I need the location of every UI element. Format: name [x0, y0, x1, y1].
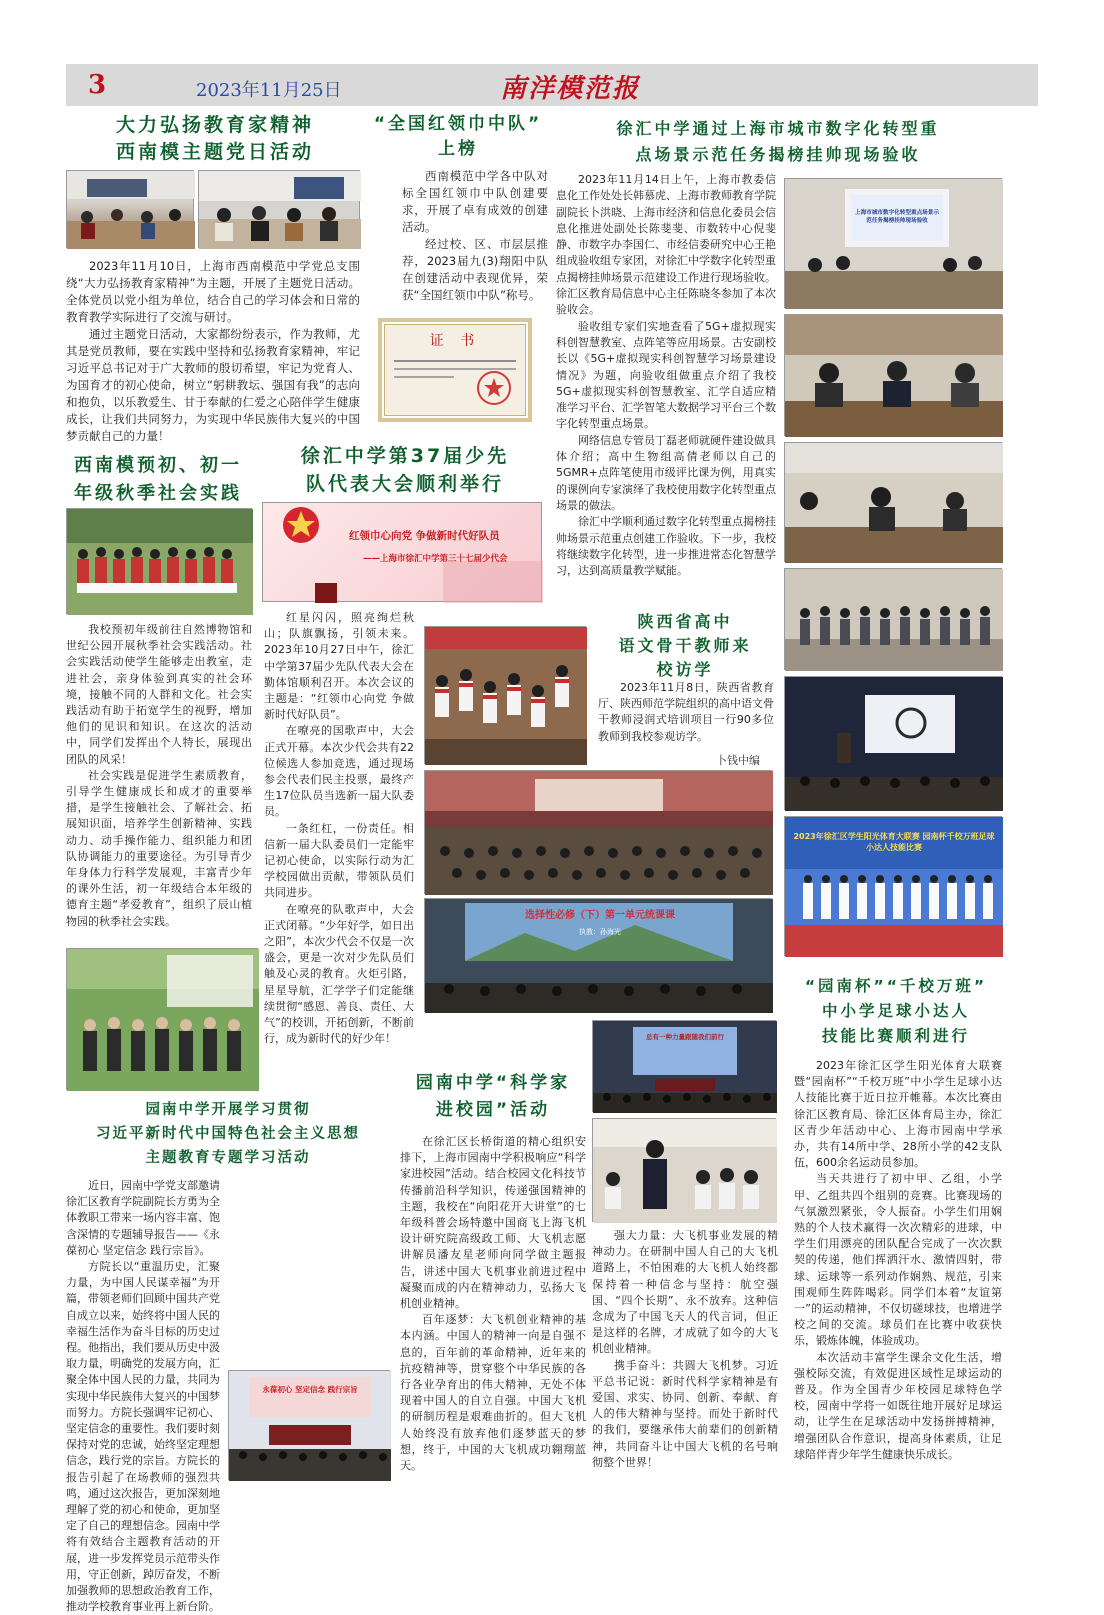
speaker-with-students-photo — [593, 1119, 777, 1223]
science-campus-photo-2 — [592, 1118, 776, 1222]
lecture-hall-stage — [785, 677, 1003, 811]
nanyang-study-body: 近日，园南中学党支部邀请徐汇区教育学院副院长方勇为全体教职工带来一场内容丰富、饱含深情的专题辅导报告——《永葆初心 坚定信念 践行宗旨》。 方院长以“重温历史，汇聚力量，为中国人民谋幸福”为开篇，带领老师们回顾中国共产党自成立以来，始终将中国人民的幸福生活作为奋斗目标的历史过程。他指出，我们要从历史中汲取力量，明确党的发展方向，汇聚全体中国人民的力量，共同为实现中华民族伟大复兴的中国梦而努力。方院长强调牢记初心、坚定信念的重要性。我们要时刻保持对党的忠诚，始终坚定理想信念，践行党的宗旨。方院长的报告引起了在场教师的强烈共鸣，通过这次报告，更加深刻地理解了党的初心和使命，更加坚定了自己的理想信念。园南中学将有效结合主题教育活动的开展，进一步发挥党员示范带头作用，守正创新，踔厉奋发，不断加强教师的思想政治教育工作，推动学校教育事业再上新台阶。 — [66, 1179, 220, 1614]
red-scarf-certificate — [378, 318, 532, 422]
meeting-slide-title: 上海市城市数字化转型重点场景示范任务揭榜挂帅现场验收 — [855, 210, 939, 224]
group-photo — [784, 568, 1002, 670]
nanyang-study-headline: 园南中学开展学习贯彻 习近平新时代中国特色社会主义思想 主题教育专题学习活动 — [96, 1102, 360, 1166]
experts-discussion-photo — [785, 443, 1003, 563]
red-scarf-headline: “全国红领巾中队” 上榜 — [373, 114, 543, 159]
young-pioneers-photo-2 — [424, 770, 772, 894]
page-number: 3 — [88, 70, 107, 100]
xuhui-digital-headline: 徐汇中学通过上海市城市数字化转型重 点场景示范任务揭榜挂帅现场验收 — [616, 119, 940, 164]
young-pioneers-banner — [262, 502, 542, 602]
experts-photo-1 — [784, 314, 1002, 436]
shaanxi-visit-credit: 卜钱中编 — [716, 754, 760, 767]
issue-date: 2023年11月25日 — [196, 80, 342, 101]
party-day-body: 2023年11月10日，上海市西南模范中学党总支围绕“大力弘扬教育家精神”为主题，开展了主题党日活动。全体党员以党小组为单位，结合自己的学习体会和日常的教育教学实际进行了交流与研讨。 通过主题党日活动，大家都纷纷表示，作为教师，尤其是党员教师，要在实践中坚持和弘扬教育家精神，牢记习近平总书记对于广大教师的殷切希望，牢记为党育人、为国育才的初心使命，树立“躬耕教坛、强国有我”的志向和抱负，以乐教爱生、甘于奉献的仁爱之心陪伴学生健康成长，让我们共同努力，为实现中华民族伟大复兴的中国梦贡献自己的力量！ — [66, 259, 360, 443]
social-practice-photo-2 — [66, 948, 258, 1090]
shaanxi-visit-body: 2023年11月8日，陕西省教育厅、陕西师范学院组织的高中语文骨干教师浸润式培训项目一行90多位教师到我校参观访学。 — [598, 681, 774, 743]
certificate-line — [394, 376, 454, 378]
social-practice-body: 我校预初年级前往自然博物馆和世纪公园开展秋季社会实践活动。社会实践活动使学生能够走出教室，走进社会，亲身体验到真实的社会环境，接触不同的人群和文化。社会实践活动有助于拓宽学生的视野，增加他们的见识和知识。在这次的活动中，同学们发挥出个人特长，展现出团队的风采！ 社会实践是促进学生素质教育，引导学生健康成长和成才的重要举措，是学生接触社会、了解社会、拓展知识面，培养学生创新精神、实践动力、动手操作能力、组织能力和团队协调能力的重要途径。为引导青少年身体力行科学发展观，丰富青少年的课外生活，初一年级结合本年级的德育主题“孝爱教育”，组织了辰山植物园的秋季社会实践。 — [66, 623, 252, 928]
shaanxi-slide-title: 选择性必修（下）第一单元统课课 — [525, 910, 675, 921]
nanyang-study-photo — [228, 1370, 390, 1480]
students-stage-photo — [425, 627, 587, 765]
young-pioneers-photo-1 — [424, 626, 586, 764]
classroom-photo-2 — [199, 171, 361, 249]
experts-photo-2 — [784, 442, 1002, 562]
red-scarf-body: 西南模范中学各中队对标全国红领巾中队创建要求，开展了卓有成效的创建活动。 经过校、区、市层层推荐，2023届九(3)翔阳中队在创建活动中表现优异，荣获“全国红领巾中队”称号。 — [402, 169, 548, 302]
science-campus-photo-1 — [592, 1020, 776, 1112]
football-banner-photo — [784, 816, 1002, 956]
party-day-headline: 大力弘扬教育家精神 西南模主题党日活动 — [115, 114, 314, 163]
experts-table-photo — [785, 315, 1003, 437]
shaanxi-slide-subtitle: 执教：孙海光 — [579, 928, 621, 936]
masthead: 南洋模范报 — [500, 74, 641, 104]
young-pioneers-banner-title: 红领巾心向党 争做新时代好队员 — [349, 530, 500, 542]
students-group-photo — [67, 509, 253, 615]
party-day-photo-1 — [66, 170, 194, 248]
science-campus-body: 在徐汇区长桥街道的精心组织安排下，上海市园南中学积极响应“科学家进校园”活动。结合校园文化科技节传播前沿科学知识，传递强国精神的主题，我校在“向阳花开大讲堂”的七年级科普会场特邀中国商飞上海飞机设计研究院高级政工师、大飞机志愿讲解员潘友星老师向同学做主题报告，讲述中国大飞机事业前进过程中凝聚而成的内在精神动力，弘扬大飞机创业精神。 百年逐梦：大飞机创业精神的基本内涵。中国人的精神一向是自强不息的，百年前的革命精神，近年来的抗疫精神等，贯穿整个中华民族的各行各业孕育出的伟大精神，无处不体现着中国人的自立自强。中国大飞机的研制历程是艰难曲折的。但大飞机人始终没有放弃他们逐梦蓝天的梦想，终于，中国的大飞机成功翱翔蓝天。 — [400, 1135, 586, 1473]
nanyang-study-banner: 永葆初心 坚定信念 践行宗旨 — [262, 1385, 358, 1394]
shaanxi-visit-photo — [424, 898, 772, 1012]
young-pioneers-headline: 徐汇中学第37届少先 队代表大会顺利举行 — [300, 445, 510, 495]
football-banner-text: 2023年徐汇区学生阳光体育大联赛 园南杯千校万班足球小达人技能比赛 — [793, 832, 995, 852]
lecture-hall-photo — [784, 676, 1002, 810]
seal-icon — [474, 368, 514, 408]
young-pioneers-banner-subtitle: ——上海市徐汇中学第三十七届少代会 — [363, 554, 508, 564]
meeting-room-photo — [785, 179, 1003, 309]
certificate-line — [394, 360, 516, 362]
certificate-title: 证 书 — [429, 333, 481, 349]
auditorium-photo — [425, 771, 773, 895]
acceptance-meeting-photo — [784, 178, 1002, 308]
social-practice-photo-1 — [66, 508, 252, 614]
science-slide-title: 总有一种力量跟随我们前行 — [646, 1033, 724, 1041]
football-headline: “园南杯”“千校万班” 中小学足球小达人 技能比赛顺利进行 — [804, 977, 988, 1045]
social-practice-headline: 西南模预初、初一 年级秋季社会实践 — [74, 455, 242, 504]
classroom-photo-1 — [67, 171, 195, 249]
science-campus-headline: 园南中学“科学家 进校园”活动 — [415, 1073, 571, 1120]
xuhui-digital-body: 2023年11月14日上午，上海市教委信息化工作处处长韩慕虎、上海市教师教育学院副院长卜洪晓、上海市经济和信息化委员会信息化推进处副处长陈斐斐、市数转中心倪斐静、市数字办李国仁、市经信委研究中心王艳组成验收组专家团，对徐汇中学数字化转型重点揭榜挂帅场景示范建设工作进行现场验收。徐汇区教育局信息中心主任陈晓冬参加了本次验收会。 验收组专家们实地查看了5G+虚拟现实科创智慧教室、点阵笔等应用场景。古安副校长以《5G+虚拟现实科创智慧学习场景建设情况》为题，向验收组做重点介绍了我校5G+虚拟现实科创智慧教室、汇学自适应精准学习平台、汇学智笔大数据学习平台三个数字化转型重点场景。 网络信息专管员丁磊老师就硬件建设做具体介绍；高中生物组高倩老师以自己的5GMR+点阵笔使用市级评比课为例，用真实的课例向专家演绎了我校使用数字化转型重点场景的做法。 徐汇中学顺利通过数字化转型重点揭榜挂帅场景示范重点创建工作验收。下一步，我校将继续数字化转型，进一步推进常态化智慧学习，达到高质量教学赋能。 — [556, 173, 776, 578]
party-day-photo-2 — [198, 170, 360, 248]
young-pioneers-body: 红星闪闪，照亮绚烂秋山；队旗飘扬，引领未来。2023年10月27日中午，徐汇中学第37届少先队代表大会在勤体馆顺利召开。本次会议的主题是：“红领巾心向党 争做新时代好队员”。 在嘹亮的国歌声中，大会正式开幕。本次少代会共有22位候选人参加竞选，通过现场参会代表们民主投票，最终产生17位队员当选新一届大队委员。 一条红杠，一份责任。相信新一届大队委员们一定能牢记初心使命，以实际行动为汇学校园做出贡献，带领队员们共同进步。 在嘹亮的队歌声中，大会正式闭幕。“少年好学，如日出之阳”，本次少代会不仅是一次盛会，更是一次对少先队员们触及心灵的教育。火炬引路，星星导航，汇学学子们定能继续贯彻“感恩、善良、责任、大气”的校训，开拓创新，不断前行，成为新时代的好少年！ — [264, 611, 414, 1046]
group-photo-people — [785, 569, 1003, 671]
shaanxi-visit-headline: 陕西省高中 语文骨干教师来 校访学 — [618, 612, 752, 679]
science-campus-body-continued: 强大力量：大飞机事业发展的精神动力。在研制中国人自己的大飞机道路上，不怕困难的大飞机人始终都保持着一种信念与坚持：航空强国、“四个长期”、永不放弃。这种信念成为了中国飞天人的代言词，但正是这样的名牌，才成就了如今的大飞机创业精神。 携手奋斗：共圆大飞机梦。习近平总书记说：新时代科学家精神是有爱国、求实、协同、创新、奉献、育人的伟大精神与坚持。而处于新时代的我们，要继承伟大前辈们的创新精神，共同奋斗让中国大飞机的名号响彻整个世界！ — [592, 1229, 778, 1469]
botanical-garden-photo — [67, 949, 259, 1091]
football-body: 2023年徐汇区学生阳光体育大联赛暨“园南杯”“千校万班”中小学生足球小达人技能比赛于近日拉开帷幕。本次比赛由徐汇区教育局、徐汇区体育局主办，徐汇区青少年活动中心、上海市园南中学承办，共有14所中学、28所小学的42支队伍，600余名运动员参加。 当天共进行了初中甲、乙组，小学甲、乙组共四个组别的竞赛。比赛现场的气氛激烈紧张，令人振奋。小学生们用娴熟的个人技术赢得一次次精彩的进球，中学生们用漂亮的团队配合完成了一次次默契的传递，他们挥洒汗水、激情四射，带球、运球等一系列动作娴熟、规范，引来围观师生阵阵喝彩。同学们本着“友谊第一”的运动精神，不仅切磋球技，也增进学校之间的交流。球员们在比赛中收获快乐，锻炼体魄，体验成功。 本次活动丰富学生课余文化生活，增强校际交流，有效促进区域性足球运动的普及。作为全国青少年校园足球特色学校，园南中学将一如既往地开展好足球运动，让学生在足球活动中发扬拼搏精神，增强团队合作意识，提高身体素质，让足球陪伴青少年学生健康快乐成长。 — [794, 1059, 1002, 1461]
